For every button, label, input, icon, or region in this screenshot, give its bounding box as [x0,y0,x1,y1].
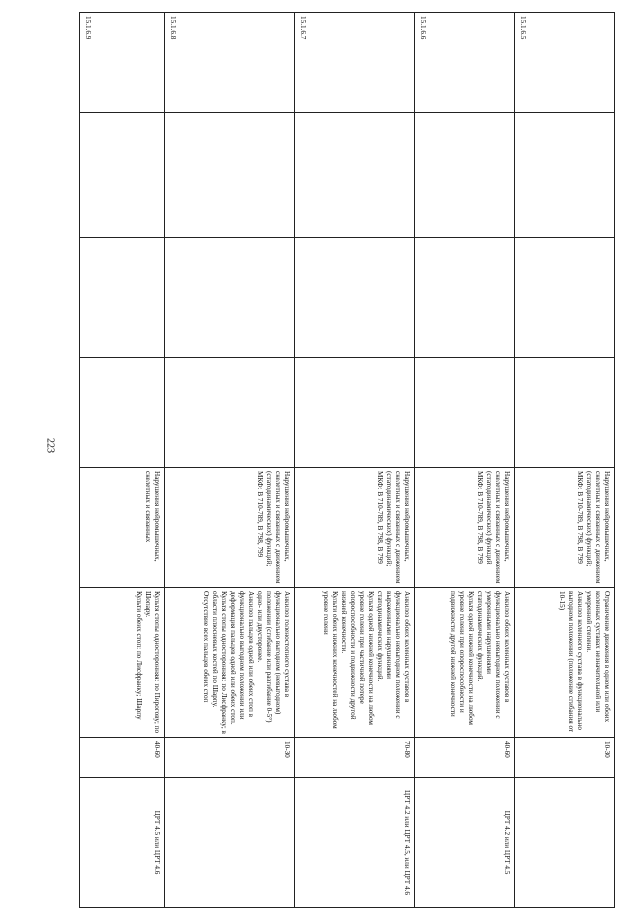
row-disorder: Нарушения нейромышечных, скелетных и связанных с движением (статодинамических) функций; МКФ: В 710-789, В 798, В 799 [295,468,415,588]
table-row [80,13,165,908]
row-description: Анкилоз обоих коленных суставов в функционально невыгодном положении с выраженными нарушениями статодинамических функций. Культя одной нижней конечности на любом уровне голени при частичной потере опороспособности и подвижности другой нижней конечности. Культи обеих нижних конечностей на любом уровне голени [295,588,415,738]
empty-cell [80,358,165,468]
row-description: Ограничение движения в одном или обоих коленных суставах незначительной или умеренной степени. Анкилоз коленного сустава в функционально выгодном положении (положение сгибания от 10-15) [515,588,615,738]
empty-cell [515,358,615,468]
row-disorder: Нарушения нейромышечных, скелетных и связанных с движением (статодинамических) функций МКФ: В 710-789, В 798, В 799 [415,468,515,588]
page-number: 223 [44,438,56,453]
row-disorder: Нарушения нейромышечных, скелетных и связанных с движением (статодинамических) функций; МКФ: В 710-789, В 798, В 799 [515,468,615,588]
table-row [295,13,415,908]
table-row [415,13,515,908]
row-code: 15.1.6.6 [415,13,515,113]
empty-cell [295,358,415,468]
empty-cell [165,113,295,238]
table-row [165,13,295,908]
row-percent: 70-80 [295,738,415,778]
row-code-ref: ЦРТ 4.5 или ЦРТ 4.6 [80,778,165,908]
row-code: 15.1.6.9 [80,13,165,113]
row-percent: 40-60 [80,738,165,778]
empty-cell [295,113,415,238]
empty-cell [80,113,165,238]
row-description: Культя стопы односторонняя: по Пирогову; по Шопару. Культи обеих стоп: по Лисфранку; Шарпу [80,588,165,738]
empty-cell [415,238,515,358]
empty-cell [415,358,515,468]
row-description: Анкилоз голеностопного сустава в функционально выгодном (невыгодном) положении (сгибание или разгибание 0-5°) одно- или двусторонее. Анкилоз пальцев одной или обеих стоп в функционально выгодном положении или деформация пальцев одной или обеих стоп. Культя стопы односторонняя: по Лисфранку; в области плюсневых костей по Шарпу. Отсутствие всех пальцев обеих стоп [165,588,295,738]
empty-cell [515,113,615,238]
row-percent: 10-30 [515,738,615,778]
row-disorder: Нарушения нейромышечных, скелетных и связанных [80,468,165,588]
row-code: 15.1.6.8 [165,13,295,113]
row-description: Анкилоз обоих коленных суставов в функционально невыгодном положении с умеренными нарушениями статодинамических функций. Культя одной нижней конечности на любом уровне голени при опороспособности и подвижности другой нижней конечности [415,588,515,738]
row-code: 15.1.6.7 [295,13,415,113]
empty-cell [515,238,615,358]
row-code: 15.1.6.5 [515,13,615,113]
empty-cell [295,238,415,358]
empty-cell [80,238,165,358]
empty-cell [165,238,295,358]
row-code-ref [515,778,615,908]
table-row [515,13,615,908]
row-percent: 10-30 [165,738,295,778]
row-code-ref: ЦРТ 4.2 или ЦРТ 4.5 [415,778,515,908]
empty-cell [165,358,295,468]
disability-table [79,12,615,908]
row-disorder: Нарушения нейромышечных, скелетных и связанных с движением (статодинамических) функций; МКФ: В 710-789, В 798, 799 [165,468,295,588]
row-percent: 40-60 [415,738,515,778]
empty-cell [415,113,515,238]
row-code-ref: ЦРТ 4.2 или ЦРТ 4.5, или ЦРТ 4.6 [295,778,415,908]
rotated-document [80,12,615,907]
row-code-ref [165,778,295,908]
